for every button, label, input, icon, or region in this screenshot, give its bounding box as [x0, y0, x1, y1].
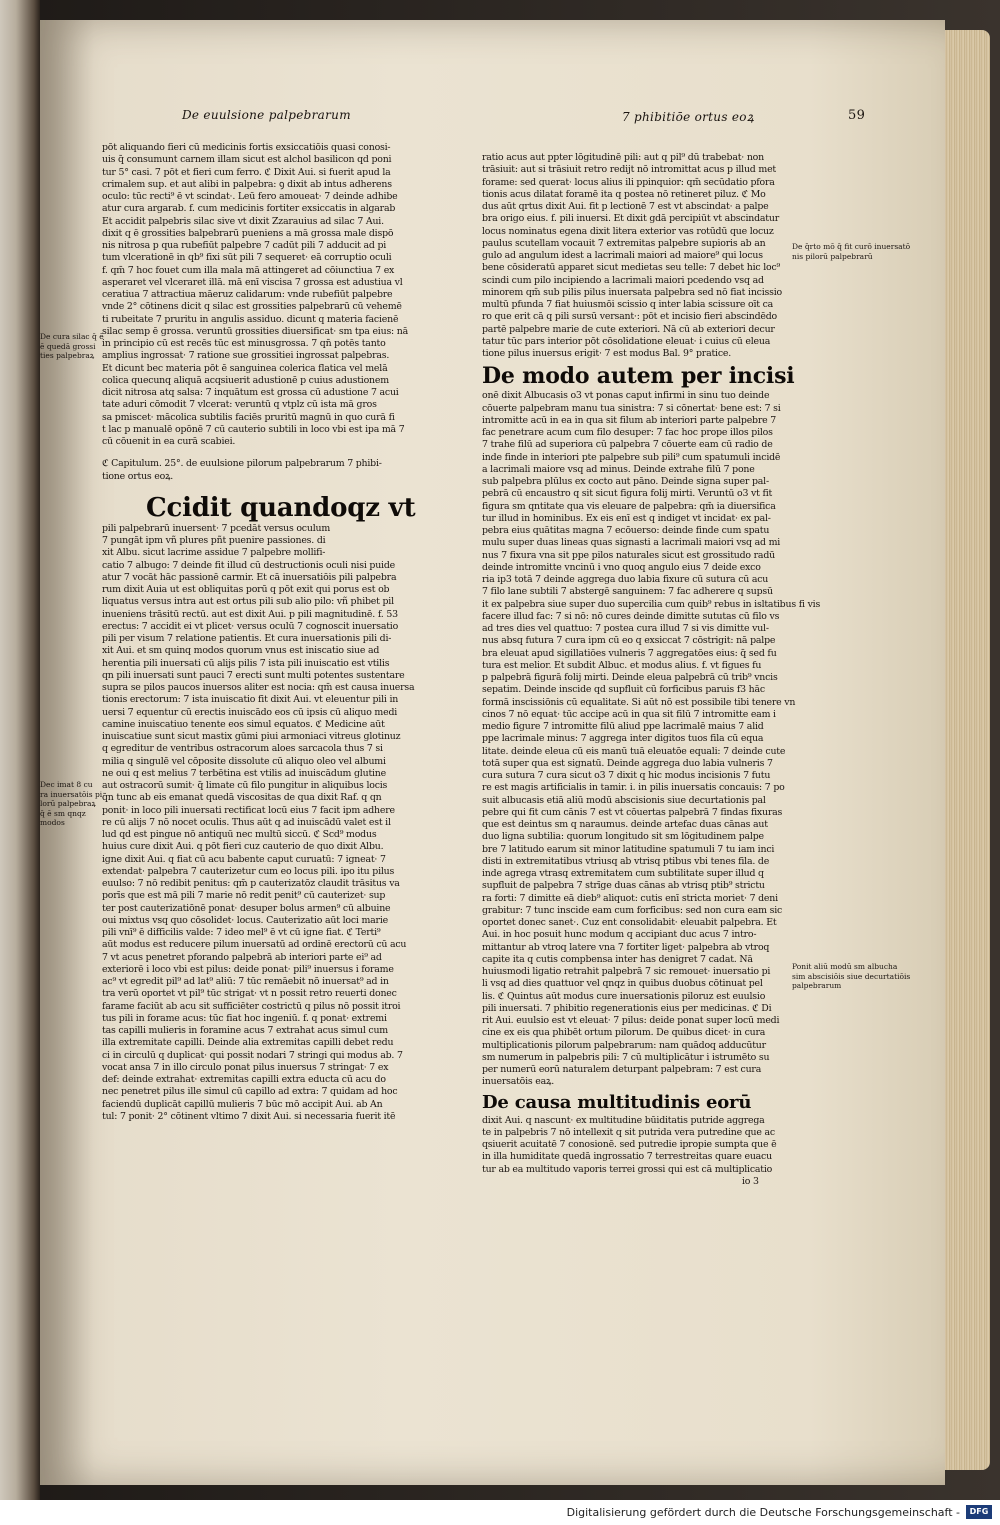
text-line: huiusmodi ligatio retrahit palpebrā 7 sic remouet· inuersatio pi: [482, 966, 771, 977]
text-line: rum dixit Auia ut est obliquitas porū q pōt exit qui porus est ob: [102, 584, 390, 595]
text-line: xit Aui. et sm quinq modos quorum vnus est iniscatio siue ad: [102, 645, 380, 657]
text-line: camine inuiscatiuo tenente eos simul equatos. ℭ Medicine aūt: [102, 718, 385, 730]
text-line: faciendū duplicāt capillū mulieris 7 būc mō accipit Aui. ab An: [102, 1098, 383, 1110]
left-column-text-top: [102, 142, 438, 448]
text-line: a lacrimali maiore vsq ad minus. Deinde extrahe filū 7 pone: [482, 463, 755, 475]
text-line: li vsq ad dies quattuor vel qnqz in quibus duobus cōtinuat pel: [482, 978, 763, 990]
margin-note-line: Ponit aliū modū sm albucha: [792, 962, 898, 971]
text-line: f. qm̄ 7 hoc fouet cum illa mala mā attingeret ad cōiunctiua 7 ex: [102, 264, 395, 276]
text-line: bra eleuat apud sigillatiōes vulneris 7 aggregatōes eius: q̄ sed fu: [482, 647, 777, 659]
text-line: pōt aliquando fieri cū medicinis fortis exsiccatiōis quasi conosi-: [102, 142, 391, 153]
text-line: milia q singulē vel cōposite dissolute cū aliquo oleo vel albumi: [102, 755, 386, 767]
margin-note-line: ē quedā grossi: [40, 341, 96, 351]
text-line: lud qd est pingue nō antiquū nec multū siccū. ℭ Scd⁹ modus: [102, 829, 377, 840]
text-line: ria ip3 totā 7 deinde aggrega duo labia fixure cū sutura cū acu: [482, 574, 769, 585]
text-line: qn pili inuersati sunt pauci 7 erecti sunt multi potentes sustentare: [102, 669, 405, 681]
text-line: aūt modus est reducere pilum inuersatū ad ordinē erectorū cū acu: [102, 939, 407, 951]
text-line: vnde 2° cōtinens dicit q silac est grossities palpebrarū cū vehemē: [102, 301, 402, 313]
margin-note-line: modos: [40, 818, 65, 827]
facing-page-edge: [0, 0, 40, 1525]
text-line: nis nitrosa p qua rubefiūt palpebre 7 cadūt pili 7 adducit ad pi: [102, 240, 387, 251]
margin-note-line: palpebrarum: [792, 981, 842, 990]
text-line: ratio acus aut ppter lōgitudinē pili: aut q pil⁹ dū trabebat· non: [482, 152, 764, 163]
text-line: p palpebrā figurā folij mirti. Deinde eleua palpebrā cū trib⁹ vncis: [482, 672, 778, 683]
book-page: [40, 20, 945, 1485]
text-line: colica quecunq aliquā acqsiuerit adustionē p cuius adustionem: [102, 374, 389, 386]
text-line: litate. deinde eleua cū eis manū tuā eleuatōe equali: 7 deinde cute: [482, 745, 786, 757]
text-line: pebre qui fit cum cānis 7 est vt cōuertas palpebrā 7 findas fixuras: [482, 806, 783, 818]
text-line: in illa humiditate quedā ingrossatio 7 terrestreitas quare euacu: [482, 1151, 772, 1163]
text-line: tionis acus dilatat foramē ita q postea nō retineret piluz. ℭ Mo: [482, 188, 766, 200]
text-line: supra se pilos paucos inuersos aliter est nocia: qm̄ est causa inuersa: [102, 682, 415, 693]
margin-note-right-albucasis: [792, 962, 910, 991]
text-line: scindi cum pilo incipiendo a lacrimali maiori pcedendo vsq ad: [482, 274, 764, 286]
text-line: ti rubeitate 7 pruritu in angulis assiduo. dicunt q materia facienē: [102, 313, 399, 325]
margin-note-line: q̄ ē sm qnqz: [40, 808, 86, 818]
text-line: ne oui q est melius 7 terbētina est vtilis ad inuiscādum glutine: [102, 767, 386, 779]
text-line: tionis erectorum: 7 ista inuiscatio fit dixit Aui. vt eleuentur pili in: [102, 694, 399, 706]
text-line: forame: sed querat· locus alius ili ppinquior: qm̄ secūdatio pfora: [482, 176, 775, 188]
margin-note-right-fourth-mode: [792, 242, 910, 261]
text-line: tra verū oportet vt pil⁹ tūc strigat· vt n possit retro reuerti donec: [102, 988, 397, 1000]
text-line: pebrā cū encaustro q sit sicut figura folij mirti. Veruntū o3 vt fit: [482, 488, 773, 500]
running-head-left: De euulsione palpebrarum: [182, 108, 351, 122]
text-line: Et dicunt bec materia pōt ē sanguinea colerica flatica vel melā: [102, 362, 388, 374]
text-line: nec penetret pilus ille simul cū capillo ad extra: 7 quidam ad hoc: [102, 1086, 398, 1098]
dfg-logo: DFG: [966, 1505, 992, 1519]
text-line: q̄n tunc ab eis emanat quedā viscositas de qua dixit Raf. q qn: [102, 792, 382, 804]
margin-note-line: sim abscisiōis siue decurtatiōis: [792, 971, 911, 981]
text-line: intromitte acū in ea in qua sit filum ab interiori parte palpebre 7: [482, 414, 777, 426]
text-line: erectus: 7 accidit ei vt plicet· versus oculū 7 cognoscit inuersatio: [102, 620, 399, 632]
text-line: sa pmiscet· mācolica subtilis faciēs pruritū magnū in quo curā fi: [102, 411, 395, 423]
text-line: inuersatōis eaꝝ.: [482, 1076, 555, 1088]
text-line: supfluit de palpebra 7 strīge duas cānas ab vtrisq ptib⁹ strictu: [482, 880, 765, 892]
text-line: ro que erit cā q pili sursū versant·: pōt et incisio fieri abscindēdo: [482, 311, 778, 323]
text-line: tus pili in forame acus: tūc fiat hoc ingeniū. f. q ponat· extremi: [102, 1012, 387, 1024]
right-column-text-top: [482, 152, 822, 360]
text-line: tura est melior. Et subdit Albuc. et modus alius. f. vt figues fu: [482, 659, 762, 671]
text-line: huius cure dixit Aui. q pōt fieri cuz cauterio de quo dixit Albu.: [102, 841, 384, 853]
text-line: porīs que est mā pili 7 marie nō redit penit⁹ cū cauterizet· sup: [102, 890, 386, 902]
text-line: tas capilli mulieris in foramine acus 7 extrahat acus simul cum: [102, 1025, 388, 1036]
text-line: formā inscissiōnis cū equalitate. Si aūt nō est possibile tibi tenere vn: [482, 696, 796, 708]
text-line: tul: 7 ponit· 2° cōtinent vltimo 7 dixit Aui. si necessaria fuerit itē: [102, 1110, 396, 1122]
text-line: ad tres dies vel quattuo: 7 postea cura illud 7 si vis dimitte vul-: [482, 623, 769, 634]
text-line: facere illud fac: 7 si nō: nō cures deinde dimitte sututas cū filo vs: [482, 610, 780, 622]
text-line: aut ostracorū sumit· q̄ limate cū filo pungitur in aliquibus locis: [102, 780, 388, 791]
text-line: ra forti: 7 dimitte eā dieb⁹ aliquot: cutis enī stricta moriet· 7 deni: [482, 892, 778, 904]
text-line: 7 pungāt ipm vñ plures pñt puenire passiones. di: [102, 535, 326, 546]
text-line: tione pilus inuersus erigit· 7 est modus Bal. 9° pratice.: [482, 348, 732, 359]
text-line: minorem qm̄ sub pilis pilus inuersata palpebra sed nō fiat incissio: [482, 286, 782, 298]
text-line: herentia pili inuersati cū alijs pilis 7 ista pili inuiscatio est vtilis: [102, 657, 390, 669]
text-line: igne dixit Aui. q fiat cū acu babente caput curuatū: 7 igneat· 7: [102, 853, 386, 865]
text-line: crimalem sup. et aut alibi in palpebra: ꝯ dixit ab intus adherens: [102, 178, 392, 190]
text-line: ceratiua 7 attractiua māeruz calidarum: vnde rubefiūt palpebre: [102, 289, 393, 300]
text-line: dixit q ē grossities balpebrarū pueniens a mā grossa male dispō: [102, 227, 394, 239]
text-line: xit Albu. sicut lacrime assidue 7 palpebre mollifi-: [102, 547, 326, 559]
margin-note-line: De q̄rto mō q̄ fit curō inuersatō: [792, 242, 911, 251]
chapter-title-continued: tione ortus eoꝝ.: [102, 470, 174, 482]
text-line: rit Aui. euulsio est vt eleuat· 7 pilus: deide ponat super locū medi: [482, 1015, 780, 1026]
running-head-center: 7 phibitiōe ortus eoꝝ: [622, 110, 755, 124]
text-line: fac penetrare acum cum filo desuper: 7 fac hoc prope illos pilos: [482, 427, 773, 438]
text-line: medio figure 7 intromitte filū aliud ppe lacrimalē maius 7 alid: [482, 721, 764, 732]
text-line: tatur tūc pars interior pōt cōsolidatione eleuat· i cuius cū eleua: [482, 335, 771, 347]
text-line: oculo: tūc recti⁹ ē vt scindat·. Leū fero amoueat· 7 deinde adhibe: [102, 191, 398, 202]
section-heading-incision: De modo autem per incisi: [482, 363, 795, 390]
text-line: mulu super duas lineas quas signasti a lacrimali maiori vsq ad mi: [482, 537, 781, 549]
text-line: nus 7 fixura vna sit ppe pilos naturales sicut est grossitudo radū: [482, 549, 775, 561]
text-line: nus absq futura 7 cura ipm cū eo q exsiccat 7 cōstrigit: nā palpe: [482, 635, 776, 647]
text-line: silac semp ē grossa. veruntū grossities diuersificat· sm tpa eius: nā: [102, 325, 409, 337]
signature-mark: io 3: [742, 1175, 759, 1187]
text-line: 7 filo lane subtili 7 abstergē sanguinem: 7 fac adherere q supsū: [482, 586, 773, 598]
text-line: 7 trahe filū ad superiora cū palpebra 7 cōuerte eam cū radio de: [482, 439, 773, 451]
text-line: uersi 7 equentur cū erectis inuiscādo eos cū ipsis cū aliquo medi: [102, 706, 398, 718]
text-line: partē palpebre marie de cute exteriori. Nā cū ab exteriori decur: [482, 323, 775, 335]
text-line: onē dixit Albucasis o3 vt ponas caput infirmi in sinu tuo deinde: [482, 390, 770, 402]
margin-note-line: Dec imat 8 cu: [40, 780, 93, 789]
text-line: amplius ingrossat· 7 ratione sue grossitiei ingrossat palpebras.: [102, 350, 390, 362]
text-line: re cū alijs 7 nō nocet oculis. Thus aūt q ad inuiscādū valet est il: [102, 816, 391, 828]
text-line: deinde intromitte vncinū i vno quoq angulo eius 7 deide exco: [482, 561, 761, 573]
text-line: inueniens trāsitū rectū. aut est dixit Aui. p pili magnitudinē. f. 53: [102, 608, 398, 620]
left-column: [102, 142, 438, 1123]
margin-note-line: ties palpebraꝝ: [40, 351, 95, 360]
text-line: totā super qua est signatū. Deinde aggrega duo labia vulneris 7: [482, 757, 773, 769]
text-line: inde agrega vtrasq extremitatem cum subtilitate super illud q: [482, 868, 764, 879]
text-line: bra origo eius. f. pili inuersi. Et dixit gdā percipiūt vt abscindatur: [482, 213, 779, 225]
margin-note-line: nis pilorū palpebrarū: [792, 251, 873, 261]
text-line: q egreditur de ventribus ostracorum aloes sarcacola thus 7 si: [102, 743, 383, 755]
text-line: farame faciūt ab acu sit sufficiēter costrictū q pilus nō possit itroi: [102, 1000, 401, 1012]
text-line: ter post cauterizatiōnē ponat· desuper bolus armen⁹ cū albuine: [102, 902, 391, 914]
text-line: Et accidit palpebris silac sive vt dixit Zzarauius ad silac 7 Aui.: [102, 215, 384, 227]
text-line: paulus scutellam vocauit 7 extremitas palpebre supioris ab an: [482, 237, 766, 249]
text-line: tate aduri cōmodit 7 vlcerat: veruntū q vtplz cū ista mā gros: [102, 399, 377, 411]
text-line: multū pfunda 7 fiat huiusmōi scissio q inter labia scissure oīt ca: [482, 299, 774, 310]
text-line: pebra eius quātitas magna 7 ecōuerso: deinde finde cum spatu: [482, 525, 770, 536]
text-line: pili inuersati. 7 phibitio regenerationis eius per medicinas. ℭ Di: [482, 1002, 772, 1014]
text-line: tur 5° casi. 7 pōt et fieri cum ferro. ℭ Dixit Aui. si fuerit apud la: [102, 166, 391, 178]
text-line: lis. ℭ Quintus aūt modus cure inuersationis piloruz est euulsio: [482, 990, 766, 1002]
text-line: suit albucasis etiā aliū modū abscisionis siue decurtationis pal: [482, 794, 766, 806]
text-line: atur cura argarab. f. cum medicinis fortiter exsiccatis in algarab: [102, 203, 396, 215]
text-line: 7 vt acus penetret pforando palpebrā ab interiori parte ei⁹ ad: [102, 951, 382, 963]
text-line: grabitur: 7 tunc inscide eam cum forficibus: sed non cura eam sic: [482, 904, 783, 916]
text-line: gulo ad angulum idest a lacrimali maiori ad maiore⁹ qui locus: [482, 250, 763, 261]
text-line: it ex palpebra siue super duo supercilia cum quib⁹ rebus in isltatibus fi vis: [482, 598, 821, 610]
text-line: duo ligna subtilia: quorum longitudo sit sm lōgitudinem palpe: [482, 831, 764, 843]
section-heading-causa: De causa multitudinis eorū: [482, 1091, 752, 1113]
text-line: pili palpebrarū inuersent· 7 pcedāt versus oculum: [102, 522, 331, 534]
chapter-opening-heading: Ccidit quandoqz vt: [146, 492, 416, 523]
text-line: extendat· palpebra 7 cauterizetur cum eo locus pili. ipo itu pilus: [102, 865, 395, 877]
text-line: sm numerum in palpebris pili: 7 cū multiplicātur i istrumēto su: [482, 1051, 770, 1063]
text-line: in principio cū est recēs tūc est minusgrossa. 7 qn̄ potēs tanto: [102, 338, 386, 349]
text-line: bene cōsideratū apparet sicut medietas seu telle: 7 debet hic loc⁹: [482, 262, 781, 274]
text-line: dus aūt qrtus dixit Aui. fit p lectionē 7 est vt abscindat· a palpe: [482, 201, 769, 212]
margin-note-line: ra inuersatōis pi: [40, 789, 103, 799]
text-line: dixit Aui. q nascunt· ex multitudine būiditatis putride aggrega: [482, 1114, 765, 1126]
text-line: ponit· in loco pili inuersati rectificat locū eius 7 facit ipm adhere: [102, 804, 395, 816]
text-line: inuiscatiue sunt sicut mastix gūmi piui armoniaci vitreus glotinuz: [102, 731, 401, 742]
text-line: Aui. in hoc posuit hunc modum q accipiant duc acus 7 intro-: [482, 929, 757, 941]
margin-note-left-inversion: [40, 780, 102, 828]
text-line: mittantur ab vtroq latere vna 7 fortiter liget· palpebra ab vtroq: [482, 941, 770, 953]
text-line: inde finde in interiori pte palpebre sub pili⁹ cum spatumuli incidē: [482, 451, 781, 463]
text-line: cine ex eis qua phibēt ortum pilorum. De quibus dicet· in cura: [482, 1027, 766, 1039]
chapter-title: ℭ Capitulum. 25°. de euulsione pilorum palpebrarum 7 phibi-: [102, 458, 382, 470]
text-line: dicit nitrosa atq salsa: 7 inquātum est grossa cū adustione 7 acui: [102, 387, 399, 398]
text-line: oui mixtus vsq quo cōsolidet· locus. Cauterizatio aūt loci marie: [102, 914, 388, 926]
text-line: atur 7 vocāt hāc passionē carmir. Et cā inuersatiōis pili palpebra: [102, 571, 397, 583]
right-column-text-middle: [482, 390, 822, 1088]
text-line: uis q̄ consumunt carnem illam sicut est alchol basilicon qd poni: [102, 154, 392, 166]
text-line: pili vnī⁹ ē difficilis valde: 7 ideo mel⁹ ē vt cū igne fiat. ℭ Terti⁹: [102, 927, 381, 938]
text-line: exteriorē i loco vbi est pilus: deide ponat· pili⁹ inuersus i forame: [102, 963, 394, 975]
footer-credit: Digitalisierung gefördert durch die Deutsche Forschungsgemeinschaft -: [566, 1506, 960, 1519]
text-line: cū cōuenit in ea curā scabiei.: [102, 436, 236, 447]
text-line: que est deintus sm q naraumus. deinde artefac duas cānas aut: [482, 819, 768, 830]
text-line: locus nominatus egena dixit litera exterior vas rotūdū que locuz: [482, 225, 774, 237]
text-line: multiplicationis pilorum palpebrarum: nam quādoq adducūtur: [482, 1039, 766, 1051]
text-line: ac⁹ vt egredit pil⁹ ad lat⁹ aliū: 7 tūc remāebit nō inuersat⁹ ad in: [102, 976, 389, 987]
text-line: def: deinde extrahat· extremitas capilli extra educta cū acu do: [102, 1074, 386, 1085]
margin-note-left-silac: [40, 332, 104, 361]
text-line: te in palpebris 7 nō intellexit q sit putrida vera putredine que ac: [482, 1126, 775, 1138]
text-line: vocat ansa 7 in illo circulo ponat pilus inuersus 7 stringat· 7 ex: [102, 1061, 389, 1073]
text-line: disti in extremitatibus vtriusq ab vtrisq ptibus vbi tenes fila. de: [482, 855, 770, 867]
text-line: capite ita q cutis compbensa inter has denigret 7 cadat. Nā: [482, 953, 753, 965]
text-line: pili per visum 7 relatione patientis. Et cura inuersationis pili di-: [102, 633, 392, 644]
text-line: illa extremitate capilli. Deinde alia extremitas capilli debet redu: [102, 1037, 394, 1049]
margin-note-line: lorū palpebraꝝ: [40, 799, 96, 808]
folio-number: 59: [848, 108, 866, 123]
text-line: t lac p manualē opōnē 7 cū cauterio subtili in loco vbi est ipa mā 7: [102, 423, 405, 435]
margin-note-line: De cura silac q̄ ē: [40, 332, 104, 341]
left-column-text-bottom: [102, 523, 438, 1123]
text-line: euulso: 7 nō redibit penitus: qm̄ p cauterizatōz claudit trāsitus va: [102, 878, 400, 889]
text-line: tum vlcerationē in qb⁹ fixi sūt pili 7 sequeret· eā corruptio oculi: [102, 252, 392, 264]
text-line: re est magis artificialis in tamir. i. in pilis inuersatis concauis: 7 po: [482, 782, 785, 794]
text-line: trāsiuit: aut si trāsiuit retro redijt nō intromittat acus p illud met: [482, 164, 776, 176]
text-line: asperaret vel vlceraret illā. mā enī viscisa 7 grossa est adustiua vl: [102, 276, 403, 288]
text-line: tur ab ea multitudo vaporis terrei grossi qui est cā multiplicatio: [482, 1163, 773, 1175]
text-line: bre 7 latitudo earum sit minor latitudine spatumuli 7 tu iam inci: [482, 843, 775, 855]
right-column-text-end: [482, 1115, 822, 1176]
text-line: figura sm qntitate qua vis eleuare de palpebra: qm̄ ia diuersifica: [482, 500, 776, 512]
text-line: sub palpebra plūlus ex cocto aut pāno. Deinde signa super pal-: [482, 476, 769, 487]
text-line: cōuerte palpebram manu tua sinistra: 7 si cōnertat· bene est: 7 si: [482, 402, 781, 414]
right-column: [482, 152, 822, 1188]
text-line: ppe lacrimale minus: 7 aggrega inter digitos tuos fila cū equa: [482, 733, 764, 745]
text-line: cura sutura 7 cura sicut o3 7 dixit q hic modus incisionis 7 futu: [482, 770, 771, 781]
text-line: liquatus versus intra aut est ortus pili sub alio pilo: vñ phibet pil: [102, 596, 394, 608]
text-line: ci in circulū q duplicat· qui possit nodari 7 stringi qui modus ab. 7: [102, 1049, 403, 1061]
text-line: catio 7 albugo: 7 deinde fit illud cū destructionis oculi nisi puide: [102, 559, 396, 571]
text-line: qsiuerit acuitatē 7 conosionē. sed putredie ipropie sumpta que ē: [482, 1139, 777, 1150]
text-line: sepatim. Deinde inscide qd supfluit cū forficibus paruis f3 hāc: [482, 684, 765, 696]
text-line: per numerū eorū naturalem deturpant palpebram: 7 est cura: [482, 1064, 762, 1075]
text-line: tur illud in hominibus. Ex eis enī est q indiget vt incidat· ex pal-: [482, 512, 771, 524]
text-line: oportet donec sanet·. Cuz ent consolidabit· eleuabit palpebra. Et: [482, 917, 777, 928]
text-line: cinos 7 nō equat· tūc accipe acū in qua sit filū 7 intromitte eam i: [482, 708, 776, 720]
